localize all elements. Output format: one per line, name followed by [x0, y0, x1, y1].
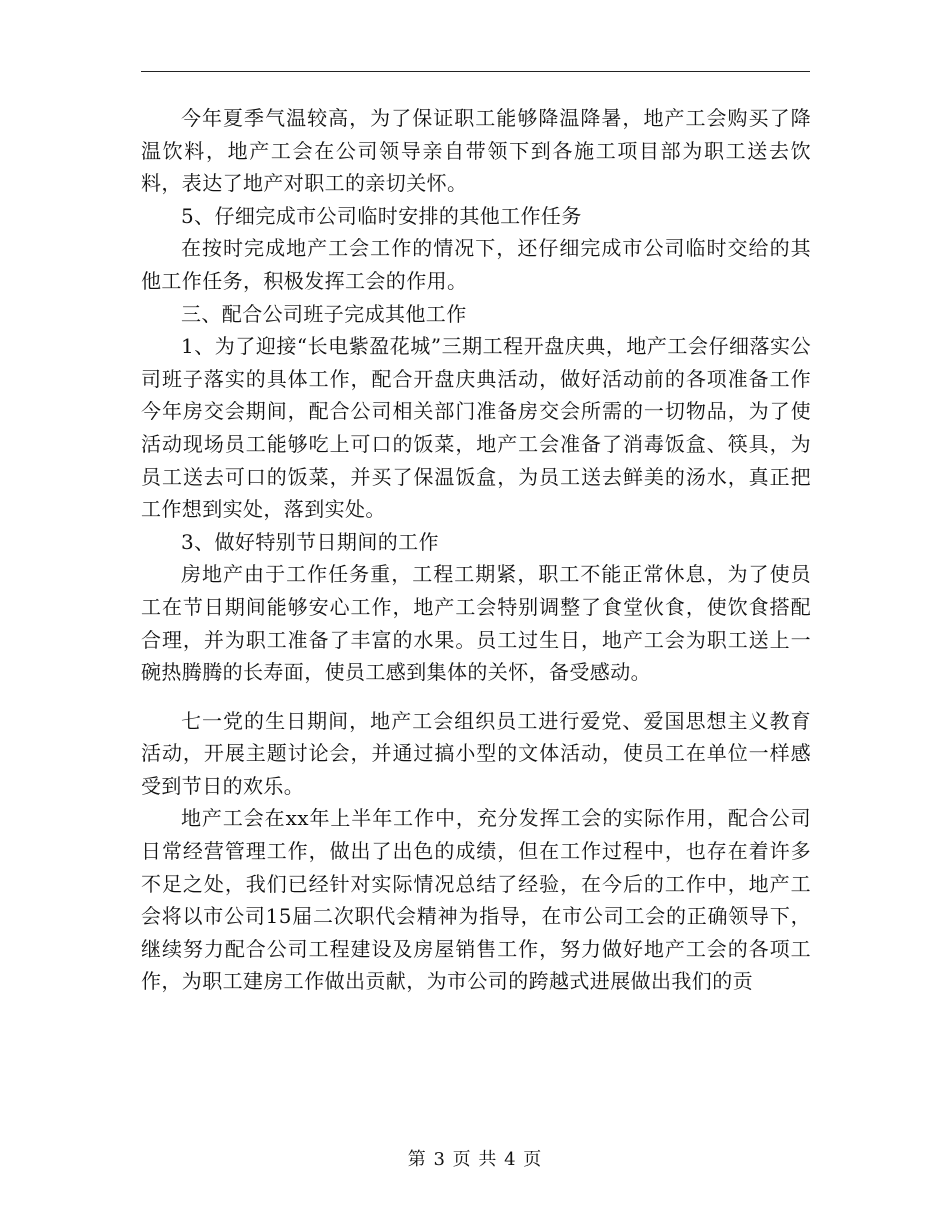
- paragraph-summer-drinks: 今年夏季气温较高，为了保证职工能够降温降暑，地产工会购买了降温饮料，地产工会在公司领导亲自带领下到各施工项目部为职工送去饮料，表达了地产对职工的亲切关怀。: [141, 106, 811, 196]
- paragraph-holiday-work: 房地产由于工作任务重，工程工期紧，职工不能正常休息，为了使员工在节日期间能够安心工作，地产工会特别调整了食堂伙食，使饮食搭配合理，并为职工准备了丰富的水果。员工过生日，地产工会为职工送上一碗热腾腾的长寿面，使员工感到集体的关怀，备受感动。: [141, 562, 811, 685]
- paragraph-opening-ceremony: 1、为了迎接“长电紫盈花城”三期工程开盘庆典，地产工会仔细落实公司班子落实的具体工作，配合开盘庆典活动，做好活动前的各项准备工作今年房交会期间，配合公司相关部门准备房交会所需的一切物品，为了使活动现场员工能够吃上可口的饭菜，地产工会准备了消毒饭盒、筷具，为员工送去可口的饭菜，并买了保温饭盒，为员工送去鲜美的汤水，真正把工作想到实处，落到实处。: [141, 334, 811, 522]
- page-number-footer: 第 3 页 共 4 页: [407, 1149, 543, 1170]
- heading-temporary-tasks: 5、仔细完成市公司临时安排的其他工作任务: [181, 203, 582, 228]
- document-body: [141, 102, 811, 998]
- paragraph-summary: 地产工会在xx年上半年工作中，充分发挥工会的实际作用，配合公司日常经营管理工作，做出了出色的成绩，但在工作过程中，也存在着许多不足之处，我们已经针对实际情况总结了经验，在今后的工作中，地产工会将以市公司15届二次职代会精神为指导，在市公司工会的正确领导下，继续努力配合公司工程建设及房屋销售工作，努力做好地产工会的各项工作，为职工建房工作做出贡献，为市公司的跨越式进展做出我们的贡: [141, 806, 811, 994]
- heading-section-three: 三、配合公司班子完成其他工作: [181, 301, 467, 326]
- heading-holiday-work: 3、做好特别节日期间的工作: [181, 529, 439, 554]
- header-rule: [141, 71, 810, 72]
- paragraph-temporary-tasks: 在按时完成地产工会工作的情况下，还仔细完成市公司临时交给的其他工作任务，积极发挥工会的作用。: [141, 236, 811, 293]
- paragraph-party-birthday: 七一党的生日期间，地产工会组织员工进行爱党、爱国思想主义教育活动，开展主题讨论会，并通过搞小型的文体活动，使员工在单位一样感受到节日的欢乐。: [141, 708, 811, 798]
